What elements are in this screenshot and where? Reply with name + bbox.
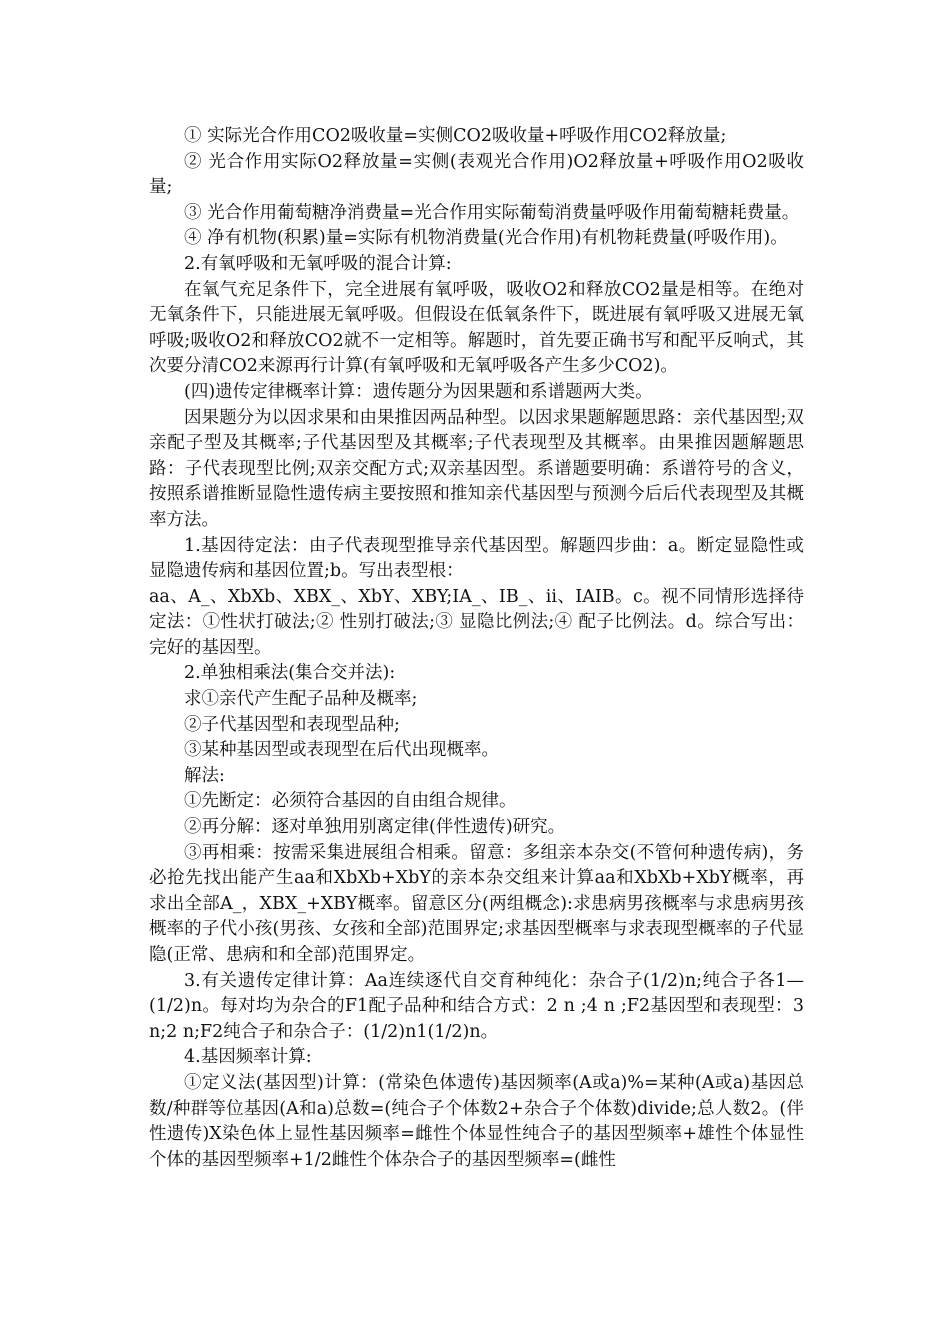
section-heading-gene-frequency: 4.基因频率计算: bbox=[184, 1047, 312, 1068]
section-heading-respiration-calc: 2.有氧呼吸和无氧呼吸的混合计算: bbox=[184, 253, 452, 274]
list-item-1: 求①亲代产生配子品种及概率; bbox=[184, 689, 418, 710]
document-body bbox=[149, 124, 804, 1173]
paragraph-3: ③ 光合作用葡萄糖净消费量=光合作用实际葡萄消费量呼吸作用葡萄糖耗费量。 bbox=[184, 202, 800, 223]
paragraph-2: ② 光合作用实际O2释放量=实侧(表观光合作用)O2释放量+呼吸作用O2吸收量; bbox=[149, 151, 804, 198]
solution-step-2: ②再分解：逐对单独用别离定律(伴性遗传)研究。 bbox=[184, 817, 566, 838]
paragraph-1: ① 实际光合作用CO2吸收量=实侧CO2吸收量+呼吸作用CO2释放量; bbox=[184, 126, 727, 146]
paragraph-4: ④ 净有机物(积累)量=实际有机物消费量(光合作用)有机物耗费量(呼吸作用)。 bbox=[184, 228, 788, 249]
paragraph-gene-pending-method: 1.基因待定法：由子代表现型推导亲代基因型。解题四步曲：a。断定显隐性或显隐遗传病和基因位置;b。写出表型根： bbox=[149, 535, 804, 582]
solution-step-3: ③再相乘：按需采集进展组合相乘。留意：多组亲本杂交(不管何种遗传病)，务必抢先找出能产生aa和XbXb+XbY的亲本杂交组来计算aa和XbXb+XbY概率，再求出全部A_，XBX_+XBY概率。留意区分(两组概念):求患病男孩概率与求患病男孩概率的子代小孩(男孩、女孩和全部)范围界定;求基因型概率与求表现型概率的子代显隐(正常、患病和和全部)范围界定。 bbox=[149, 842, 804, 965]
paragraph-inheritance-calc: 3.有关遗传定律计算：Aa连续逐代自交育种纯化：杂合子(1/2)n;纯合子各1—(1/2)n。每对均为杂合的F1配子品种和结合方式：2 n ;4 n ;F2基因型和表现型：3n;2 n;F2纯合子和杂合子：(1/2)n1(1/2)n。 bbox=[149, 970, 804, 1042]
section-heading-multiplication: 2.单独相乘法(集合交并法): bbox=[184, 663, 396, 684]
paragraph-genotype-list: aa、A_、XbXb、XBX_、XbY、XBY;IA_、IB_、ii、IAIB。c。视不同情形选择待定法：①性状打破法;② 性别打破法;③ 显隐比例法;④ 配子比例法。d。综合写出：完好的基因型。 bbox=[149, 586, 804, 658]
solution-label: 解法: bbox=[184, 765, 225, 786]
paragraph-respiration: 在氧气充足条件下，完全进展有氧呼吸，吸收O2和释放CO2量是相等。在绝对无氧条件下，只能进展无氧呼吸。但假设在低氧条件下，既进展有氧呼吸又进展无氧呼吸;吸收O2和释放CO2就不一定相等。解题时，首先要正确书写和配平反响式，其次要分清CO2来源再行计算(有氧呼吸和无氧呼吸各产生多少CO2)。 bbox=[149, 279, 804, 377]
paragraph-gene-frequency: ①定义法(基因型)计算：(常染色体遗传)基因频率(A或a)%=某种(A或a)基因总数/种群等位基因(A和a)总数=(纯合子个体数2+杂合子个体数)divide;总人数2。(伴性遗传)X染色体上显性基因频率=雌性个体显性纯合子的基因型频率+雄性个体显性个体的基因型频率+1/2雌性个体杂合子的基因型频率=(雌性 bbox=[149, 1072, 804, 1170]
paragraph-cause-effect: 因果题分为以因求果和由果推因两品种型。以因求果题解题思路：亲代基因型;双亲配子型及其概率;子代基因型及其概率;子代表现型及其概率。由果推因题解题思路：子代表现型比例;双亲交配方式;双亲基因型。系谱题要明确：系谱符号的含义，按照系谱推断显隐性遗传病主要按照和推知亲代基因型与预测今后后代表现型及其概率方法。 bbox=[149, 407, 804, 530]
list-item-2: ②子代基因型和表现型品种; bbox=[184, 714, 400, 735]
solution-step-1: ①先断定：必须符合基因的自由组合规律。 bbox=[184, 791, 517, 812]
section-heading-genetics: (四)遗传定律概率计算：遗传题分为因果题和系谱题两大类。 bbox=[184, 381, 653, 402]
list-item-3: ③某种基因型或表现型在后代出现概率。 bbox=[184, 740, 499, 761]
